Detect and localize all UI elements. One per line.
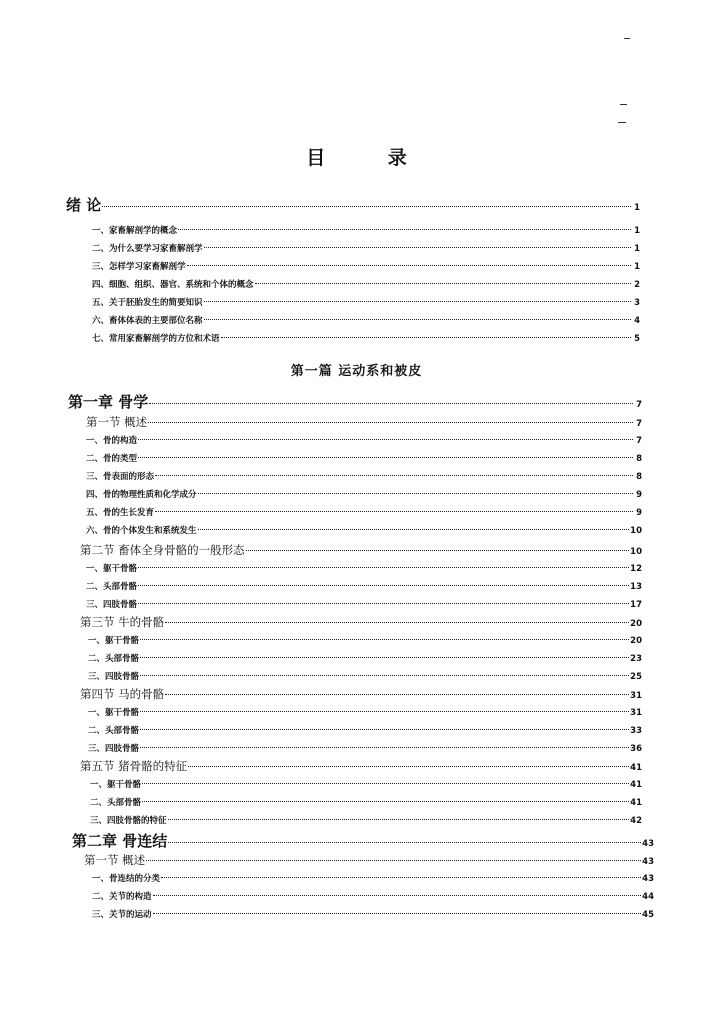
dot-leader bbox=[153, 895, 642, 896]
dot-leader bbox=[204, 319, 631, 320]
dot-leader bbox=[138, 457, 633, 458]
dot-leader bbox=[255, 283, 631, 284]
toc-entry-page: 43 bbox=[642, 839, 654, 849]
toc-entry-page: 9 bbox=[636, 508, 642, 518]
dot-leader bbox=[168, 819, 630, 820]
dot-leader bbox=[178, 229, 631, 230]
toc-section bbox=[80, 758, 642, 774]
toc-entry-label: 第三节 牛的骨骼 bbox=[80, 615, 165, 629]
toc-entry bbox=[86, 524, 642, 536]
toc-entry-label: 二、为什么要学习家畜解剖学 bbox=[92, 244, 203, 254]
toc-entry-label: 第二节 畜体全身骨骼的一般形态 bbox=[80, 543, 245, 557]
toc-entry bbox=[92, 296, 640, 308]
toc-entry bbox=[92, 224, 640, 236]
toc-entry bbox=[92, 890, 654, 902]
dot-leader bbox=[204, 247, 631, 248]
toc-entry-page: 1 bbox=[634, 244, 640, 254]
toc-entry-label: 五、关于胚胎发生的简要知识 bbox=[92, 298, 203, 308]
toc-entry-page: 20 bbox=[630, 636, 642, 646]
toc-entry-label: 二、头部骨骼 bbox=[90, 798, 142, 808]
toc-entry-page: 1 bbox=[634, 226, 640, 236]
toc-entry bbox=[86, 562, 642, 574]
toc-entry-label: 七、常用家畜解剖学的方位和术语 bbox=[92, 334, 220, 344]
toc-entry-page: 10 bbox=[630, 547, 642, 557]
toc-entry-page: 43 bbox=[642, 874, 654, 884]
toc-entry bbox=[88, 670, 642, 682]
toc-entry-page: 44 bbox=[642, 892, 654, 902]
dot-leader bbox=[140, 639, 629, 640]
toc-entry-page: 8 bbox=[636, 454, 642, 464]
toc-section bbox=[80, 614, 642, 630]
toc-entry-label: 二、关节的构造 bbox=[92, 892, 152, 902]
toc-entry-label: 二、骨的类型 bbox=[86, 454, 138, 464]
toc-entry bbox=[92, 260, 640, 272]
dot-leader bbox=[149, 403, 633, 404]
dot-leader bbox=[155, 511, 633, 512]
toc-entry-label: 四、骨的物理性质和化学成分 bbox=[86, 490, 197, 500]
toc-entry-page: 4 bbox=[634, 316, 640, 326]
dot-leader bbox=[140, 729, 629, 730]
toc-entry-page: 7 bbox=[636, 436, 642, 446]
toc-entry bbox=[92, 872, 654, 884]
toc-entry bbox=[92, 278, 640, 290]
part-heading: 第一篇 运动系和被皮 bbox=[290, 364, 423, 379]
toc-entry bbox=[86, 434, 642, 446]
toc-entry-label: 一、骨的构造 bbox=[86, 436, 138, 446]
toc-entry-page: 12 bbox=[630, 564, 642, 574]
toc-entry-page: 31 bbox=[630, 691, 642, 701]
dot-leader bbox=[188, 766, 629, 767]
toc-entry-label: 第一章 骨学 bbox=[68, 393, 149, 411]
toc-entry bbox=[92, 314, 640, 326]
dot-leader bbox=[221, 337, 631, 338]
toc-entry-label: 第二章 骨连结 bbox=[72, 832, 168, 850]
toc-entry-page: 13 bbox=[630, 582, 642, 592]
dot-leader bbox=[165, 694, 629, 695]
dot-leader bbox=[148, 422, 633, 423]
toc-entry-label: 第五节 猪骨骼的特征 bbox=[80, 759, 188, 773]
toc-entry-page: 1 bbox=[634, 203, 640, 213]
toc-entry-label: 二、头部骨骼 bbox=[88, 726, 140, 736]
dot-leader bbox=[140, 747, 629, 748]
toc-entry-label: 五、骨的生长发育 bbox=[86, 508, 155, 518]
scan-speck bbox=[624, 38, 630, 39]
toc-entry bbox=[92, 908, 654, 920]
toc-entry-page: 20 bbox=[630, 619, 642, 629]
toc-entry-page: 23 bbox=[630, 654, 642, 664]
toc-entry bbox=[92, 242, 640, 254]
scan-speck bbox=[618, 122, 626, 123]
dot-leader bbox=[142, 783, 629, 784]
toc-entry-label: 一、躯干骨骼 bbox=[86, 564, 138, 574]
toc-entry-label: 三、四肢骨骼 bbox=[88, 672, 140, 682]
dot-leader bbox=[204, 301, 631, 302]
toc-entry-label: 绪 论 bbox=[66, 196, 102, 214]
toc-section bbox=[80, 542, 642, 558]
dot-leader bbox=[140, 675, 629, 676]
toc-entry-label: 三、四肢骨骼 bbox=[88, 744, 140, 754]
toc-entry-page: 36 bbox=[630, 744, 642, 754]
toc-chapter bbox=[72, 830, 654, 851]
toc-entry bbox=[90, 778, 642, 790]
toc-entry bbox=[88, 652, 642, 664]
toc-entry bbox=[86, 452, 642, 464]
toc-entry-label: 三、骨表面的形态 bbox=[86, 472, 155, 482]
dot-leader bbox=[102, 206, 631, 207]
toc-entry bbox=[90, 814, 642, 826]
toc-entry-page: 31 bbox=[630, 708, 642, 718]
toc-entry-label: 三、四肢骨骼的特征 bbox=[90, 816, 167, 826]
toc-entry-label: 一、躯干骨骼 bbox=[88, 708, 140, 718]
toc-section bbox=[86, 414, 642, 430]
toc-entry-page: 9 bbox=[636, 490, 642, 500]
dot-leader bbox=[165, 622, 629, 623]
toc-entry bbox=[86, 470, 642, 482]
toc-entry-label: 一、躯干骨骼 bbox=[88, 636, 140, 646]
toc-entry bbox=[88, 706, 642, 718]
toc-entry-page: 3 bbox=[634, 298, 640, 308]
toc-chapter bbox=[68, 391, 642, 412]
toc-entry-label: 三、怎样学习家畜解剖学 bbox=[92, 262, 186, 272]
toc-entry-page: 25 bbox=[630, 672, 642, 682]
dot-leader bbox=[168, 842, 641, 843]
dot-leader bbox=[138, 585, 629, 586]
toc-entry-label: 六、畜体体表的主要部位名称 bbox=[92, 316, 203, 326]
dot-leader bbox=[153, 913, 642, 914]
toc-entry bbox=[88, 742, 642, 754]
toc-section bbox=[80, 686, 642, 702]
toc-entry-page: 41 bbox=[630, 798, 642, 808]
page-title: 目 录 bbox=[306, 147, 435, 169]
toc-entry-page: 10 bbox=[630, 526, 642, 536]
dot-leader bbox=[138, 603, 629, 604]
toc-entry-page: 1 bbox=[634, 262, 640, 272]
toc-entry-page: 45 bbox=[642, 910, 654, 920]
toc-entry bbox=[88, 634, 642, 646]
dot-leader bbox=[138, 439, 633, 440]
toc-entry bbox=[86, 506, 642, 518]
toc-entry-page: 17 bbox=[630, 600, 642, 610]
toc-entry-label: 二、头部骨骼 bbox=[88, 654, 140, 664]
dot-leader bbox=[140, 657, 629, 658]
toc-entry-page: 8 bbox=[636, 472, 642, 482]
toc-entry bbox=[86, 580, 642, 592]
toc-entry-label: 第一节 概述 bbox=[84, 853, 146, 867]
dot-leader bbox=[146, 860, 641, 861]
toc-entry-label: 三、关节的运动 bbox=[92, 910, 152, 920]
dot-leader bbox=[155, 475, 633, 476]
scan-speck bbox=[620, 104, 627, 105]
dot-leader bbox=[198, 493, 633, 494]
dot-leader bbox=[198, 529, 630, 530]
toc-entry-page: 5 bbox=[634, 334, 640, 344]
toc-entry-label: 一、躯干骨骼 bbox=[90, 780, 142, 790]
toc-entry bbox=[88, 724, 642, 736]
toc-entry-page: 7 bbox=[636, 400, 642, 410]
dot-leader bbox=[140, 711, 629, 712]
toc-entry-page: 41 bbox=[630, 780, 642, 790]
toc-entry-label: 二、头部骨骼 bbox=[86, 582, 138, 592]
toc-entry-intro bbox=[66, 194, 640, 215]
toc-entry bbox=[86, 488, 642, 500]
toc-section bbox=[84, 852, 654, 868]
toc-entry-label: 四、细胞、组织、器官、系统和个体的概念 bbox=[92, 280, 254, 290]
toc-entry bbox=[86, 598, 642, 610]
toc-entry bbox=[92, 332, 640, 344]
toc-entry-label: 一、家畜解剖学的概念 bbox=[92, 226, 178, 236]
toc-entry-label: 一、骨连结的分类 bbox=[92, 874, 161, 884]
dot-leader bbox=[138, 567, 629, 568]
toc-entry-label: 三、四肢骨骼 bbox=[86, 600, 138, 610]
dot-leader bbox=[187, 265, 631, 266]
toc-entry-page: 41 bbox=[630, 763, 642, 773]
toc-entry-page: 7 bbox=[636, 419, 642, 429]
toc-entry bbox=[90, 796, 642, 808]
toc-entry-label: 第一节 概述 bbox=[86, 415, 148, 429]
toc-entry-page: 43 bbox=[642, 857, 654, 867]
dot-leader bbox=[161, 877, 641, 878]
toc-entry-page: 2 bbox=[634, 280, 640, 290]
dot-leader bbox=[142, 801, 629, 802]
dot-leader bbox=[246, 550, 630, 551]
toc-entry-label: 第四节 马的骨骼 bbox=[80, 687, 165, 701]
toc-entry-label: 六、骨的个体发生和系统发生 bbox=[86, 526, 197, 536]
toc-entry-page: 42 bbox=[630, 816, 642, 826]
toc-entry-page: 33 bbox=[630, 726, 642, 736]
